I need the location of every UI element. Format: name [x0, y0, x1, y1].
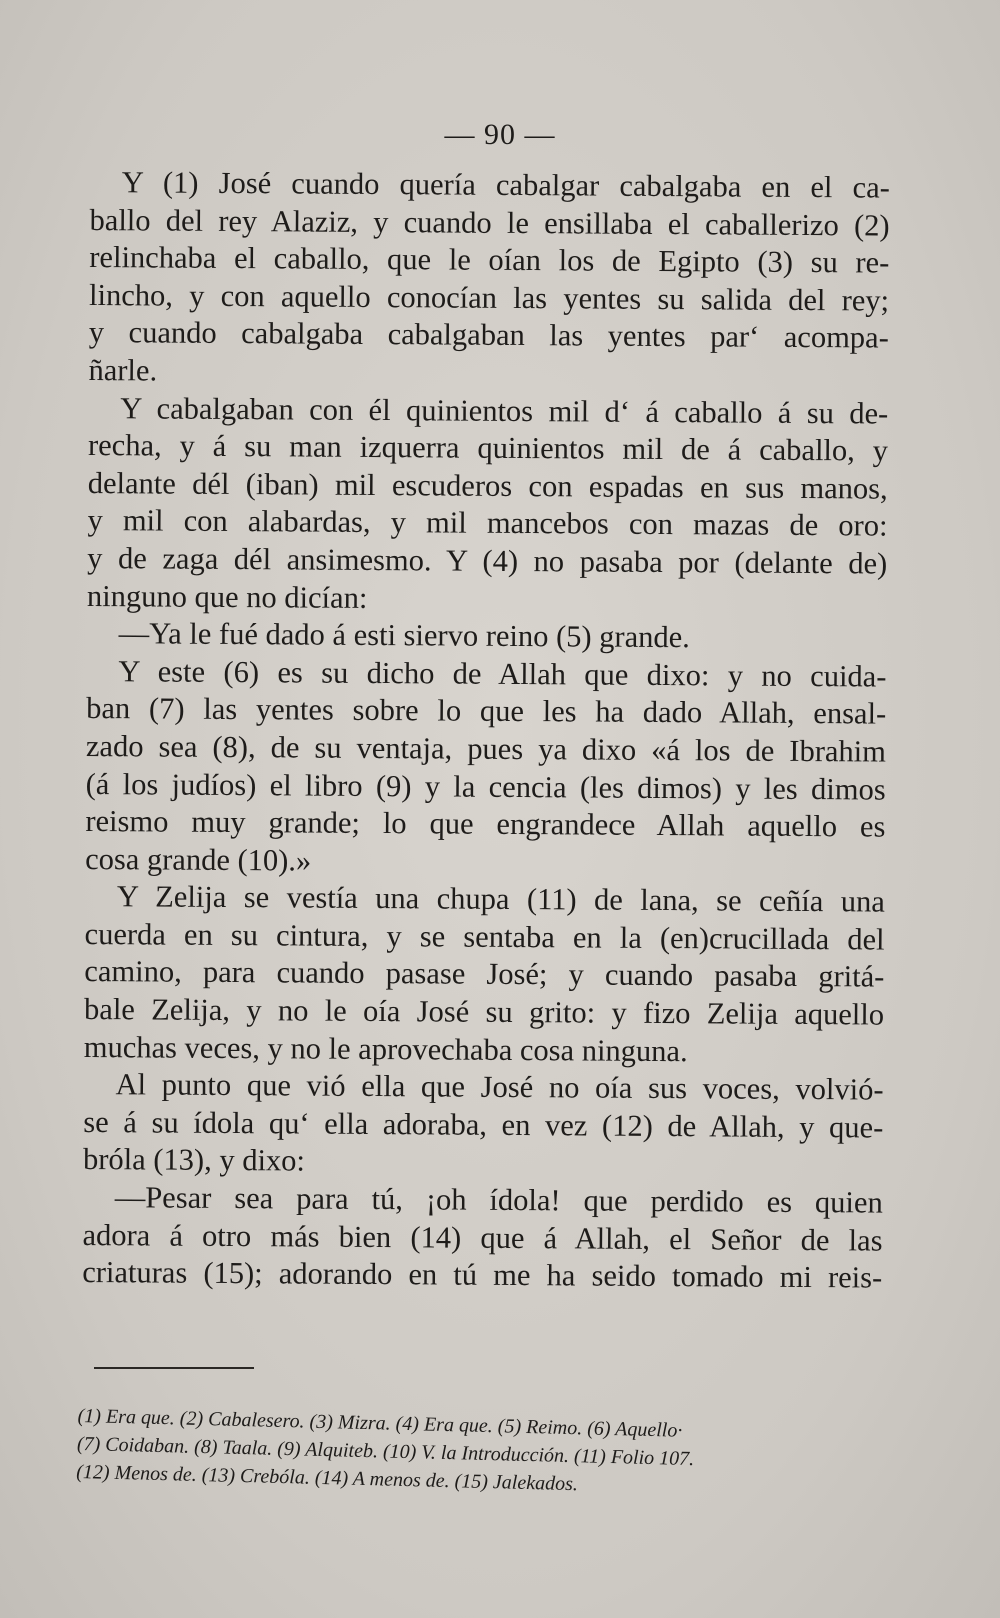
text-line: recha, y á su man izquerra quinientos mil de á caballo, y — [87, 428, 889, 468]
text-line: delante dél (iban) mil escuderos con espadas en sus manos, — [87, 465, 888, 506]
text-line: ninguno que no dicían: — [86, 578, 368, 615]
text-line: cosa grande (10).» — [85, 841, 312, 878]
paragraph — [87, 390, 889, 621]
paragraph — [85, 653, 887, 884]
text-line: —Ya le fué dado á esti siervo reino (5) grande. — [118, 616, 690, 655]
text-line: (á los judíos) el libro (9) y la cencia (les dimos) y les dimos — [85, 766, 886, 807]
footnote-line: (7) Coidaban. (8) Taala. (9) Alquiteb. (10) V. la Introducción. (11) Folio 107. — [76, 1432, 695, 1471]
text-line: bróla (13), y dixo: — [82, 1142, 306, 1178]
footnote-divider — [94, 1367, 254, 1369]
text-line: y de zaga dél ansimesmo. Y (4) no pasaba por (delante de) — [87, 540, 888, 581]
footnote-line: (12) Menos de. (13) Crebóla. (14) A menos de. (15) Jalekados. — [76, 1460, 579, 1496]
paragraph — [84, 878, 885, 1072]
text-line: ñarle. — [88, 352, 158, 388]
text-line: y mil con alabardas, y mil mancebos con mazas de oro: — [87, 503, 888, 543]
text-line: relinchaba el caballo, que le oían los de Egipto (3) su re- — [89, 240, 890, 280]
text-line: se á su ídola qu‘ ella adoraba, en vez (12) de Allah, y que- — [83, 1104, 884, 1145]
text-line: Y cabalgaban con él quinientos mil d‘ á caballo á su de- — [120, 390, 889, 431]
text-line: muchas veces, y no le aprovechaba cosa ninguna. — [83, 1029, 688, 1068]
text-line: zado sea (8), de su ventaja, pues ya dixo «á los de Ibrahim — [85, 728, 887, 769]
text-line: lincho, y con aquello conocían las yentes su salida del rey; — [88, 277, 890, 318]
text-line: reismo muy grande; lo que engrandece Allah aquello es — [85, 804, 886, 844]
text-line: y cuando cabalgaba cabalgaban las yentes par‘ acompa- — [88, 315, 889, 355]
text-line: —Pesar sea para tú, ¡oh ídola! que perdido es quien — [114, 1180, 883, 1220]
paragraph — [87, 615, 887, 658]
footnote-line: (1) Era que. (2) Cabalesero. (3) Mizra. (4) Era que. (5) Reimo. (6) Aquello· — [77, 1404, 683, 1442]
page-number: — 90 — — [444, 118, 556, 151]
footnotes — [76, 1402, 898, 1506]
text-line: camino, para cuando pasase José; y cuando pasaba gritá- — [84, 954, 885, 995]
paragraph — [88, 164, 890, 395]
body-text — [82, 164, 890, 1297]
text-line: Al punto que vió ella que José no oía sus voces, volvió- — [115, 1067, 884, 1107]
text-line: Y (1) José cuando quería cabalgar cabalgaba en el ca- — [121, 165, 890, 205]
paragraph — [82, 1179, 883, 1297]
text-line: Y Zelija se vestía una chupa (11) de lana, se ceñía una — [116, 879, 885, 919]
text-line: cuerda en su cintura, y se sentaba en la (en)crucillada del — [84, 916, 885, 957]
text-line: ballo del rey Alaziz, y cuando le ensillaba el caballerizo (2) — [89, 202, 890, 243]
text-line: bale Zelija, y no le oía José su grito: y fizo Zelija aquello — [83, 992, 885, 1032]
text-line: adora á otro más bien (14) que á Allah, el Señor de las — [82, 1217, 883, 1258]
text-line: ban (7) las yentes sobre lo que les ha dado Allah, ensal- — [86, 691, 887, 731]
text-line: Y este (6) es su dicho de Allah que dixo: y no cuida- — [118, 653, 887, 694]
text-line: criaturas (15); adorando en tú me ha seido tomado mi reis- — [82, 1255, 883, 1295]
paragraph — [83, 1066, 884, 1184]
